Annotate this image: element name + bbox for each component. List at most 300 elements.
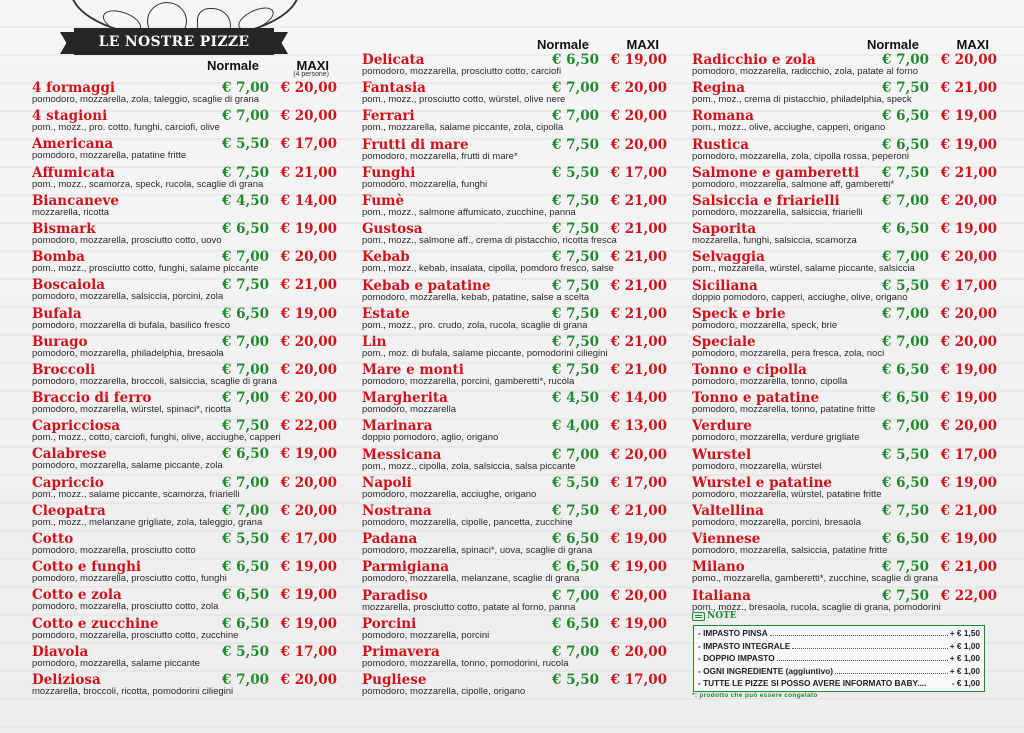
pizza-list (362, 52, 667, 700)
pizza-ingredients: pomodoro, mozzarella, tonno, cipolla (692, 376, 848, 388)
pizza-ingredients: pomodoro, mozzarella, prosciutto cotto, uovo (32, 234, 222, 246)
price-maxi: € 19,00 (610, 559, 667, 576)
pizza-item (32, 80, 337, 108)
note-value: + € 1,50 (949, 628, 980, 638)
pizza-ingredients: pomodoro, mozzarella, funghi (362, 178, 488, 190)
price-maxi: € 14,00 (280, 192, 337, 209)
pizza-ingredients: pomodoro, mozzarella, patatine fritte (32, 150, 187, 162)
pizza-name: Primavera (362, 643, 440, 660)
price-normale: € 7,00 (222, 333, 269, 350)
price-maxi: € 17,00 (280, 136, 337, 153)
header-maxi: MAXI (296, 58, 329, 73)
pizza-ingredients: mozzarella, ricotta (32, 206, 110, 218)
pizza-ingredients: pomodoro, mozzarella, prosciutto cotto (32, 545, 196, 556)
pizza-ingredients: pom., mozz., salame piccante, scamorza, friarielli (32, 488, 240, 500)
pizza-item (362, 418, 667, 446)
pizza-name: Americana (32, 136, 114, 153)
price-normale: € 7,00 (882, 249, 929, 266)
pizza-name: Bismark (32, 220, 96, 237)
pizza-item (692, 193, 997, 221)
pizza-name: Regina (692, 80, 745, 97)
price-normale: € 6,50 (882, 108, 929, 125)
pizza-name: Saporita (692, 221, 757, 238)
pizza-ingredients: pomodoro, mozzarella, verdure grigliate (692, 432, 860, 444)
pizza-ingredients: pomodoro, mozzarella, kebab, patatine, salse a scelta (362, 291, 590, 303)
price-maxi: € 21,00 (610, 362, 667, 379)
price-normale: € 7,00 (552, 587, 599, 604)
price-normale: € 7,50 (552, 136, 599, 153)
pizza-name: Capricciosa (32, 418, 121, 435)
pizza-name: Cotto e zucchine (32, 615, 159, 632)
pizza-name: Speciale (692, 333, 756, 350)
price-normale: € 6,50 (222, 446, 269, 463)
pizza-ingredients: pom., mozz., prosciutto cotto, funghi, salame piccante (32, 263, 259, 275)
pizza-list (692, 52, 997, 616)
pizza-ingredients: pomodoro, mozzarella, cipolle, pancetta, zucchine (362, 517, 573, 528)
price-normale: € 7,50 (552, 503, 599, 519)
pizza-name: Italiana (692, 587, 751, 604)
pizza-item (362, 52, 667, 80)
dot-leader (792, 641, 947, 649)
pizza-name: Messicana (362, 446, 442, 463)
price-maxi: € 21,00 (940, 164, 997, 181)
price-maxi: € 21,00 (940, 559, 997, 576)
pizza-name: Kebab (362, 249, 410, 266)
pizza-ingredients: pom., mozz., scamorza, speck, rucola, scaglie di grana (32, 178, 264, 190)
pizza-item (692, 531, 997, 559)
title-banner (60, 28, 288, 58)
price-maxi: € 20,00 (940, 333, 997, 350)
price-normale: € 7,00 (552, 80, 599, 97)
pizza-item (362, 108, 667, 136)
pizza-ingredients: pom., mozz., olive, acciughe, capperi, origano (692, 122, 886, 134)
note-label: - TUTTE LE PIZZE SI POSSO AVERE INFORMATO BABY.... (698, 678, 927, 689)
pizza-name: Frutti di mare (362, 136, 469, 153)
pizza-ingredients: pomodoro, mozzarella, zola, cipolla rossa, peperoni (692, 150, 910, 162)
price-normale: € 7,00 (882, 305, 929, 322)
pizza-name: Boscaiola (32, 277, 105, 294)
price-maxi: € 21,00 (940, 80, 997, 97)
pizza-ingredients: pomodoro, mozzarella (362, 404, 456, 416)
pizza-name: Wurstel e patatine (692, 474, 833, 491)
pizza-ingredients: pomodoro, mozzarella, würstel, patatine fritte (692, 488, 882, 500)
pizza-ingredients: pomodoro, mozzarella, würstel (692, 460, 822, 472)
price-normale: € 7,00 (222, 108, 269, 125)
header-maxi-sub: (4 persone) (293, 71, 329, 78)
notes-title: NOTE (707, 611, 737, 621)
pizza-name: Parmigiana (362, 559, 449, 576)
price-maxi: € 19,00 (280, 615, 337, 632)
header-normale: Normale (536, 37, 589, 52)
price-normale: € 7,00 (222, 474, 269, 491)
pizza-ingredients: pom., mozz., prosciutto cotto, würstel, olive nere (362, 94, 566, 106)
pizza-ingredients: pomodoro, mozzarella, salsiccia, porcini, zola (32, 291, 224, 303)
price-normale: € 7,00 (552, 643, 599, 660)
pizza-ingredients: pomodoro, mozzarella, salsiccia, patatine fritte (692, 545, 888, 557)
pizza-ingredients: mozzarella, prosciutto cotto, patate al forno, panna (362, 601, 576, 613)
price-normale: € 7,00 (882, 333, 929, 350)
pizza-name: Valtellina (692, 503, 764, 519)
price-normale: € 6,50 (222, 305, 269, 322)
note-value: - € 1,00 (951, 678, 980, 689)
pizza-name: Affumicata (32, 164, 115, 181)
pizza-item (32, 193, 337, 221)
pizza-item (692, 221, 997, 249)
pizza-item (362, 616, 667, 644)
pizza-item (692, 588, 997, 616)
price-maxi: € 19,00 (940, 531, 997, 548)
pizza-name: Salmone e gamberetti (692, 164, 860, 181)
pizza-item (362, 165, 667, 193)
price-maxi: € 19,00 (280, 220, 337, 237)
price-normale: € 6,50 (882, 474, 929, 491)
price-maxi: € 20,00 (610, 136, 667, 153)
pizza-ingredients: pomodoro, mozzarella, porcini, gamberetti*, rucola (362, 376, 575, 388)
price-normale: € 7,50 (222, 277, 269, 294)
price-normale: € 6,50 (222, 559, 269, 576)
pizza-ingredients: pomodoro, mozzarella, acciughe, origano (362, 488, 537, 500)
pizza-name: Fantasia (362, 80, 426, 97)
pizza-ingredients: pom., mozz., pro. cotto, funghi, carciofi, olive (32, 122, 220, 134)
price-normale: € 6,50 (552, 52, 599, 68)
banner-ribbon-right (272, 32, 288, 54)
price-normale: € 5,50 (222, 643, 269, 660)
price-normale: € 7,50 (222, 418, 269, 435)
pizza-item (32, 418, 337, 446)
price-maxi: € 19,00 (940, 390, 997, 407)
price-normale: € 7,00 (222, 671, 269, 688)
pizza-item (362, 531, 667, 559)
note-label: - IMPASTO INTEGRALE (698, 640, 791, 651)
pizza-name: Napoli (362, 474, 412, 491)
price-maxi: € 21,00 (610, 249, 667, 266)
chat-note-icon (692, 612, 705, 621)
pizza-item (362, 249, 667, 277)
price-normale: € 7,50 (882, 503, 929, 519)
price-maxi: € 20,00 (610, 587, 667, 604)
note-value: + € 1,00 (949, 665, 980, 676)
pizza-ingredients: pomodoro, mozzarella, broccoli, salsiccia, scaglie di grana (32, 375, 278, 387)
price-maxi: € 20,00 (610, 108, 667, 125)
price-normale: € 7,50 (222, 164, 269, 181)
price-maxi: € 20,00 (280, 108, 337, 125)
pizza-name: Selvaggia (692, 249, 765, 266)
price-normale: € 6,50 (552, 531, 599, 548)
pizza-item (32, 136, 337, 164)
pizza-ingredients: pomodoro, mozzarella, prosciutto cotto, zola (32, 601, 219, 613)
pizza-item (692, 334, 997, 362)
pizza-ingredients: pom., mozz., cotto, carciofi, funghi, olive, acciughe, capperi (32, 432, 281, 444)
pizza-item (32, 277, 337, 305)
pizza-name: Ferrari (362, 108, 415, 125)
pizza-item (362, 362, 667, 390)
pizza-name: Capriccio (32, 474, 104, 491)
price-normale: € 7,00 (882, 52, 929, 68)
pizza-name: Fumè (362, 192, 405, 209)
price-normale: € 6,50 (882, 221, 929, 238)
price-maxi: € 20,00 (280, 390, 337, 407)
pizza-name: Wurstel (692, 446, 752, 463)
pizza-ingredients: doppio pomodoro, aglio, origano (362, 432, 499, 444)
pizza-ingredients: pom., mozz., pro. crudo, zola, rucola, scaglie di grana (362, 319, 588, 331)
pizza-item (32, 249, 337, 277)
pizza-name: Romana (692, 108, 754, 125)
pizza-item (32, 108, 337, 136)
pizza-name: Funghi (362, 164, 416, 181)
pizza-item (362, 306, 667, 334)
pizza-ingredients: pom., mozz., salmone affumicato, zucchine, panna (362, 206, 576, 218)
price-normale: € 7,50 (552, 333, 599, 350)
price-maxi: € 19,00 (940, 474, 997, 491)
pizza-item (32, 616, 337, 644)
note-row (698, 641, 980, 654)
price-normale: € 5,50 (882, 277, 929, 294)
price-maxi: € 22,00 (940, 587, 997, 604)
pizza-name: Cleopatra (32, 502, 106, 519)
price-maxi: € 21,00 (610, 333, 667, 350)
price-maxi: € 21,00 (610, 221, 667, 238)
pizza-ingredients: pom., mozzarella, würstel, salame piccante, salsiccia (692, 263, 915, 275)
pizza-item (362, 278, 667, 306)
pizza-ingredients: pom., mozz., cipolla, zola, salsiccia, salsa piccante (362, 460, 576, 472)
pizza-name: Deliziosa (32, 671, 101, 688)
price-maxi: € 17,00 (940, 277, 997, 294)
price-maxi: € 13,00 (610, 418, 667, 435)
pizza-name: Braccio di ferro (32, 390, 152, 407)
pizza-item (32, 672, 337, 700)
pizza-item (692, 418, 997, 446)
pizza-ingredients: pomodoro, mozzarella, speck, brie (692, 319, 838, 331)
pizza-ingredients: pomodoro, mozzarella, porcini (362, 629, 490, 641)
price-maxi: € 20,00 (280, 249, 337, 266)
price-normale: € 7,00 (882, 192, 929, 209)
pizza-name: Bufala (32, 305, 82, 322)
pizza-item (692, 503, 997, 531)
pizza-item (362, 334, 667, 362)
price-normale: € 6,50 (222, 220, 269, 237)
pizza-name: Padana (362, 531, 418, 548)
pizza-name: Tonno e patatine (692, 390, 820, 407)
price-normale: € 7,00 (552, 446, 599, 463)
price-normale: € 6,50 (222, 587, 269, 604)
price-normale: € 6,50 (552, 615, 599, 632)
price-maxi: € 19,00 (280, 305, 337, 322)
pizza-ingredients: mozzarella, funghi, salsiccia, scamorza (692, 235, 857, 247)
pizza-item (32, 503, 337, 531)
pizza-item (692, 52, 997, 80)
price-normale: € 7,50 (882, 164, 929, 181)
note-row (698, 678, 980, 691)
pizza-name: Salsiccia e friarielli (692, 192, 840, 209)
price-normale: € 6,50 (552, 559, 599, 576)
pizza-item (362, 390, 667, 418)
pizza-item (692, 447, 997, 475)
pizza-item (362, 672, 667, 700)
price-normale: € 6,50 (882, 390, 929, 407)
price-maxi: € 20,00 (940, 192, 997, 209)
price-maxi: € 19,00 (280, 446, 337, 463)
price-maxi: € 20,00 (610, 446, 667, 463)
pizza-item (362, 221, 667, 249)
column-header (692, 37, 997, 53)
pizza-item (32, 390, 337, 418)
price-normale: € 7,50 (552, 277, 599, 294)
note-value: + € 1,00 (949, 640, 980, 651)
pizza-item (362, 137, 667, 165)
price-normale: € 4,00 (552, 418, 599, 435)
price-maxi: € 20,00 (280, 474, 337, 491)
pizza-item (32, 531, 337, 559)
pizza-item (32, 334, 337, 362)
dot-leader (770, 628, 948, 636)
price-maxi: € 17,00 (610, 474, 667, 491)
price-maxi: € 20,00 (940, 249, 997, 266)
pizza-name: Marinara (362, 418, 433, 435)
note-label: - OGNI INGREDIENTE (aggiuntivo) (698, 665, 834, 676)
pizza-name: Lin (362, 333, 387, 350)
note-value: + € 1,00 (949, 653, 980, 664)
frozen-footnote: *: prodotto che può essere congelato (692, 692, 818, 699)
price-maxi: € 20,00 (610, 643, 667, 660)
pizza-item (32, 221, 337, 249)
pizza-name: 4 stagioni (32, 108, 108, 125)
price-maxi: € 21,00 (610, 192, 667, 209)
price-maxi: € 17,00 (280, 643, 337, 660)
pizza-name: Cotto e funghi (32, 559, 142, 576)
column-header (32, 58, 337, 80)
price-normale: € 7,50 (882, 559, 929, 576)
price-normale: € 6,50 (882, 531, 929, 548)
pizza-ingredients: pom., moz. di bufala, salame piccante, pomodorini ciliegini (362, 347, 608, 359)
price-normale: € 7,50 (552, 192, 599, 209)
pizza-name: Milano (692, 559, 745, 576)
price-normale: € 7,50 (552, 362, 599, 379)
pizza-item (692, 390, 997, 418)
pizza-name: Calabrese (32, 446, 107, 463)
pizza-ingredients: pomodoro, mozzarella, melanzane, scaglie di grana (362, 573, 580, 585)
header-maxi: MAXI (956, 37, 989, 52)
pizza-item (32, 475, 337, 503)
pizza-ingredients: pomodoro, mozzarella, spinaci*, uova, scaglie di grana (362, 545, 593, 557)
pizza-ingredients: doppio pomodoro, capperi, acciughe, olive, origano (692, 291, 908, 303)
price-maxi: € 19,00 (940, 108, 997, 125)
pizza-list (32, 80, 337, 700)
price-maxi: € 17,00 (610, 164, 667, 181)
pizza-item (692, 306, 997, 334)
price-maxi: € 20,00 (280, 361, 337, 378)
price-normale: € 5,50 (222, 531, 269, 547)
price-normale: € 7,00 (222, 390, 269, 407)
pizza-item (362, 588, 667, 616)
pizza-name: Pugliese (362, 672, 427, 689)
pizza-item (692, 80, 997, 108)
pizza-name: Tonno e cipolla (692, 362, 807, 379)
pizza-ingredients: pomodoro, mozzarella, prosciutto cotto, funghi (32, 573, 227, 585)
pizza-ingredients: pomo., mozzarella, gamberetti*, zucchine, scaglie di grana (692, 573, 939, 585)
pizza-item (32, 644, 337, 672)
pizza-name: Rustica (692, 136, 749, 153)
price-normale: € 6,50 (882, 362, 929, 379)
pizza-name: Cotto e zola (32, 587, 122, 604)
pizza-ingredients: pom., moz., crema di pistacchio, philadelphia, speck (692, 94, 912, 106)
price-maxi: € 19,00 (280, 587, 337, 604)
note-row (698, 653, 980, 666)
price-maxi: € 21,00 (610, 305, 667, 322)
price-maxi: € 21,00 (280, 164, 337, 181)
pizza-name: Diavola (32, 643, 89, 660)
price-maxi: € 20,00 (940, 418, 997, 435)
price-maxi: € 20,00 (280, 671, 337, 688)
pizza-name: Speck e brie (692, 305, 786, 322)
price-normale: € 7,50 (552, 305, 599, 322)
pizza-name: Siciliana (692, 277, 758, 294)
price-maxi: € 20,00 (280, 80, 337, 96)
pizza-name: Biancaneve (32, 192, 119, 209)
pizza-ingredients: pomodoro, mozzarella, tonno, pomodorini, rucola (362, 657, 569, 669)
pizza-item (32, 559, 337, 587)
price-normale: € 7,00 (222, 502, 269, 519)
price-maxi: € 21,00 (940, 503, 997, 519)
pizza-name: Viennese (692, 531, 761, 548)
pizza-ingredients: pom., mozz., melanzane grigliate, zola, taleggio, grana (32, 516, 263, 528)
pizza-name: Margherita (362, 390, 448, 407)
pizza-item (362, 447, 667, 475)
price-normale: € 6,50 (882, 136, 929, 153)
price-maxi: € 19,00 (940, 221, 997, 238)
price-maxi: € 21,00 (280, 277, 337, 294)
price-maxi: € 19,00 (610, 615, 667, 632)
pizza-name: Nostrana (362, 503, 432, 519)
price-normale: € 4,50 (552, 390, 599, 407)
note-row (698, 628, 980, 641)
pizza-ingredients: pomodoro, mozzarella, salame piccante (32, 657, 200, 669)
pizza-name: Burago (32, 333, 88, 350)
price-maxi: € 19,00 (940, 136, 997, 153)
price-maxi: € 19,00 (610, 52, 667, 68)
price-normale: € 5,50 (552, 164, 599, 181)
dot-leader (928, 678, 950, 686)
price-normale: € 7,00 (222, 80, 269, 96)
price-maxi: € 21,00 (610, 503, 667, 519)
price-maxi: € 20,00 (280, 502, 337, 519)
pizza-ingredients: pomodoro, mozzarella di bufala, basilico fresco (32, 319, 231, 331)
pizza-item (362, 503, 667, 531)
price-maxi: € 14,00 (610, 390, 667, 407)
price-maxi: € 19,00 (610, 531, 667, 548)
pizza-name: 4 formaggi (32, 80, 116, 96)
notes-box (693, 625, 985, 692)
pizza-ingredients: pomodoro, mozzarella, salame piccante, zola (32, 460, 223, 472)
pizza-ingredients: pomodoro, mozzarella, salmone aff, gamberetti* (692, 178, 895, 190)
pizza-ingredients: pomodoro, mozzarella, porcini, bresaola (692, 517, 861, 528)
pizza-ingredients: pomodoro, mozzarella, pera fresca, zola, noci (692, 347, 885, 359)
pizza-name: Estate (362, 305, 410, 322)
note-label: - DOPPIO IMPASTO (698, 653, 775, 664)
pizza-item (692, 559, 997, 587)
pizza-ingredients: pom., mozzarella, salame piccante, zola, cipolla (362, 122, 564, 134)
note-label: - IMPASTO PINSA (698, 628, 768, 638)
header-normale: Normale (866, 37, 919, 52)
header-normale: Normale (206, 58, 259, 73)
pizza-ingredients: pomodoro, mozzarella, prosciutto cotto, carciofi (362, 66, 562, 77)
pizza-name: Paradiso (362, 587, 428, 604)
pizza-item (692, 249, 997, 277)
pizza-item (692, 278, 997, 306)
price-normale: € 7,00 (882, 418, 929, 435)
price-maxi: € 22,00 (280, 418, 337, 435)
price-maxi: € 17,00 (610, 672, 667, 689)
pizza-ingredients: pomodoro, mozzarella, frutti di mare* (362, 150, 518, 162)
